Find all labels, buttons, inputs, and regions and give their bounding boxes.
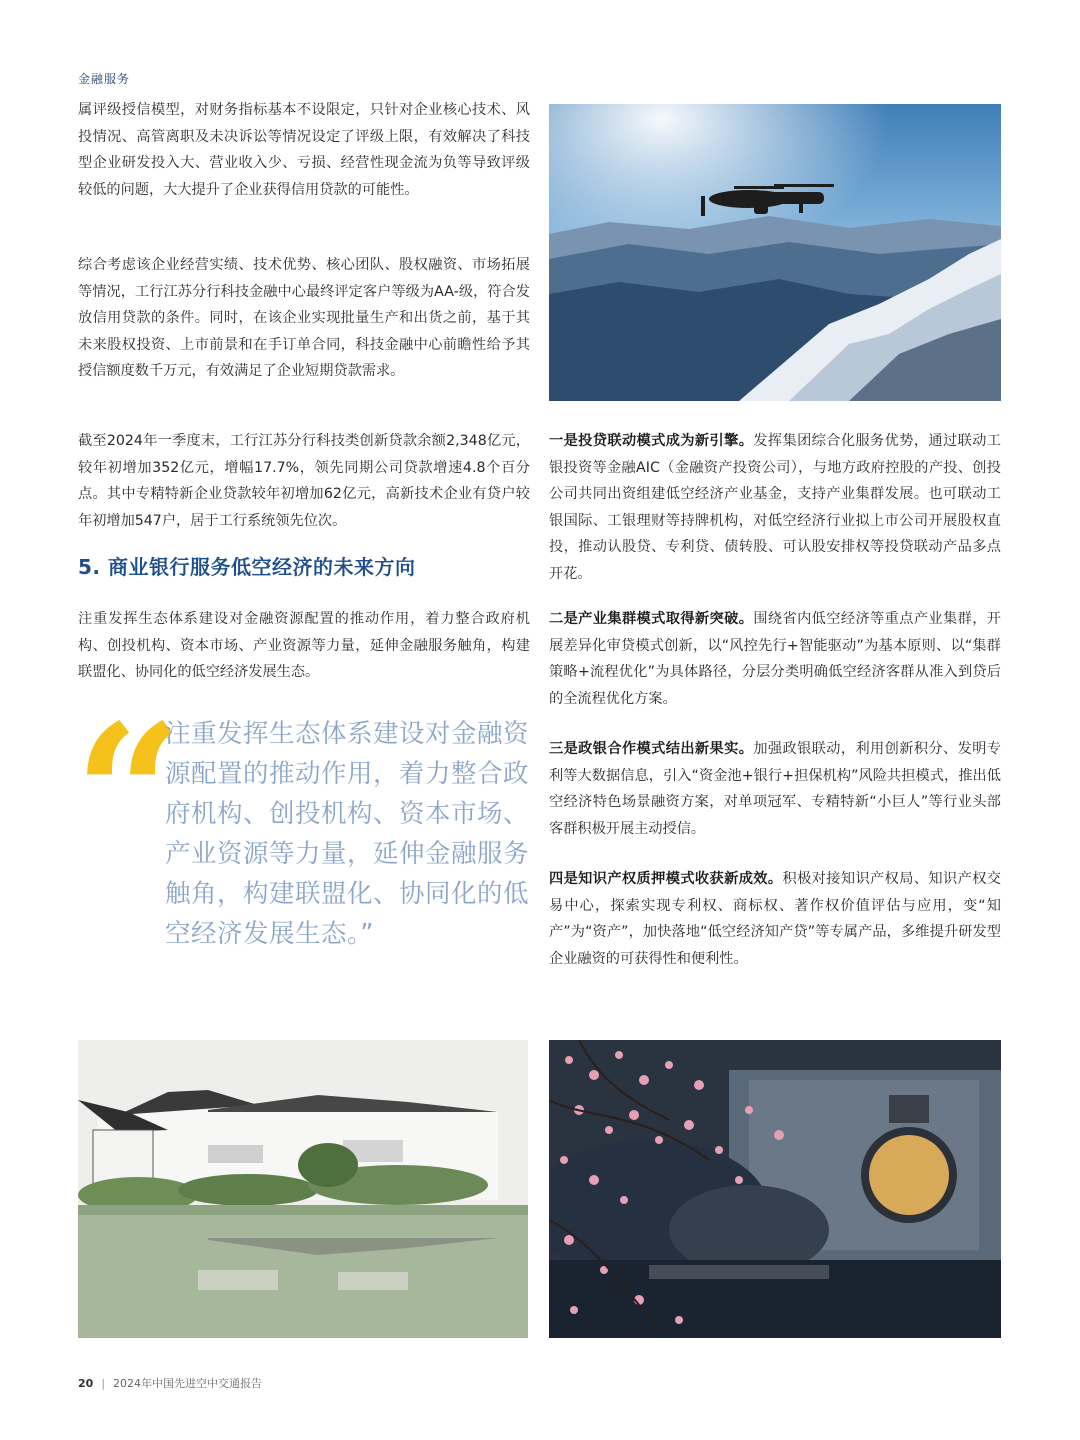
item-lead: 三是政银合作模式结出新果实。 [549,741,754,757]
list-item [549,866,1001,972]
list-item [549,736,1001,842]
section-label: 金融服务 [78,72,131,86]
item-text: 发挥集团综合化服务优势，通过联动工银投资等金融AIC（金融资产投资公司），与地方政府控股的产投、创投公司共同出资组建低空经济产业基金，支持产业集群发展。也可联动工银国际、工银理财等持牌机构，对低空经济行业拟上市公司开展股权直投，推动认股贷、专利贷、债转股、可认股安排权等投贷联动产品多点开花。 [549,433,1001,582]
item-text: 积极对接知识产权局、知识产权交易中心，探索实现专利权、商标权、著作权价值评估与应用，变“知产”为“资产”，加快落地“低空经济知产贷”等专属产品，多维提升研发型企业融资的可获得性和便利性。 [549,871,1001,967]
paragraph-loan-statistics: 截至2024年一季度末，工行江苏分行科技类创新贷款余额2,348亿元，较年初增加352亿元，增幅17.7%，领先同期公司贷款增速4.8个百分点。其中专精特新企业贷款较年初增加62亿元，高新技术企业有贷户较年初增加547户，居于工行系统领先位次。 [78,433,530,529]
pull-quote: 注重发挥生态体系建设对金融资源配置的推动作用，着力整合政府机构、创投机构、资本市场、产业资源等力量，延伸金融服务触角，构建联盟化、协同化的低空经济发展生态。” [165,719,530,949]
drone-mountain-photo [549,104,1001,401]
section-heading: 5. 商业银行服务低空经济的未来方向 [78,555,416,579]
item-lead: 四是知识产权质押模式收获新成效。 [549,871,783,887]
item-lead: 二是产业集群模式取得新突破。 [549,611,754,627]
page-number: 20 [78,1377,94,1390]
paragraph-rating-model: 属评级授信模型，对财务指标基本不设限定，只针对企业核心技术、风投情况、高管离职及未决诉讼等情况设定了评级上限，有效解决了科技型企业研发投入大、营业收入少、亏损、经营性现金流为负等导致评级较低的问题，大大提升了企业获得信用贷款的可能性。 [78,102,530,198]
item-text: 加强政银联动，利用创新积分、发明专利等大数据信息，引入“资金池+银行+担保机构”风险共担模式，推出低空经济特色场景融资方案，对单项冠军、专精特新“小巨人”等行业头部客群积极开展主动授信。 [549,741,1001,837]
report-title: 2024年中国先进空中交通报告 [113,1377,263,1390]
footer-separator: | [101,1377,106,1390]
plum-blossom-moon-gate-photo [549,1040,1001,1338]
quote-mark-icon: “ [74,683,184,906]
list-item [549,428,1001,587]
item-lead: 一是投贷联动模式成为新引擎。 [549,433,754,449]
paragraph-ecosystem: 注重发挥生态体系建设对金融资源配置的推动作用，着力整合政府机构、创投机构、资本市场、产业资源等力量，延伸金融服务触角，构建联盟化、协同化的低空经济发展生态。 [78,611,530,680]
garden-pavilion-photo [78,1040,528,1338]
item-text: 围绕省内低空经济等重点产业集群，开展差异化审贷模式创新，以“风控先行+智能驱动”为基本原则、以“集群策略+流程优化”为具体路径，分层分类明确低空经济客群从准入到贷后的全流程优化方案。 [549,611,1001,707]
list-item [549,606,1001,712]
paragraph-credit-evaluation: 综合考虑该企业经营实绩、技术优势、核心团队、股权融资、市场拓展等情况，工行江苏分行科技金融中心最终评定客户等级为AA-级，符合发放信用贷款的条件。同时，在该企业实现批量生产和出货之前，基于其未来股权投资、上市前景和在手订单合同，科技金融中心前瞻性给予其授信额度数千万元，有效满足了企业短期贷款需求。 [78,257,530,379]
page-footer [78,1375,262,1391]
